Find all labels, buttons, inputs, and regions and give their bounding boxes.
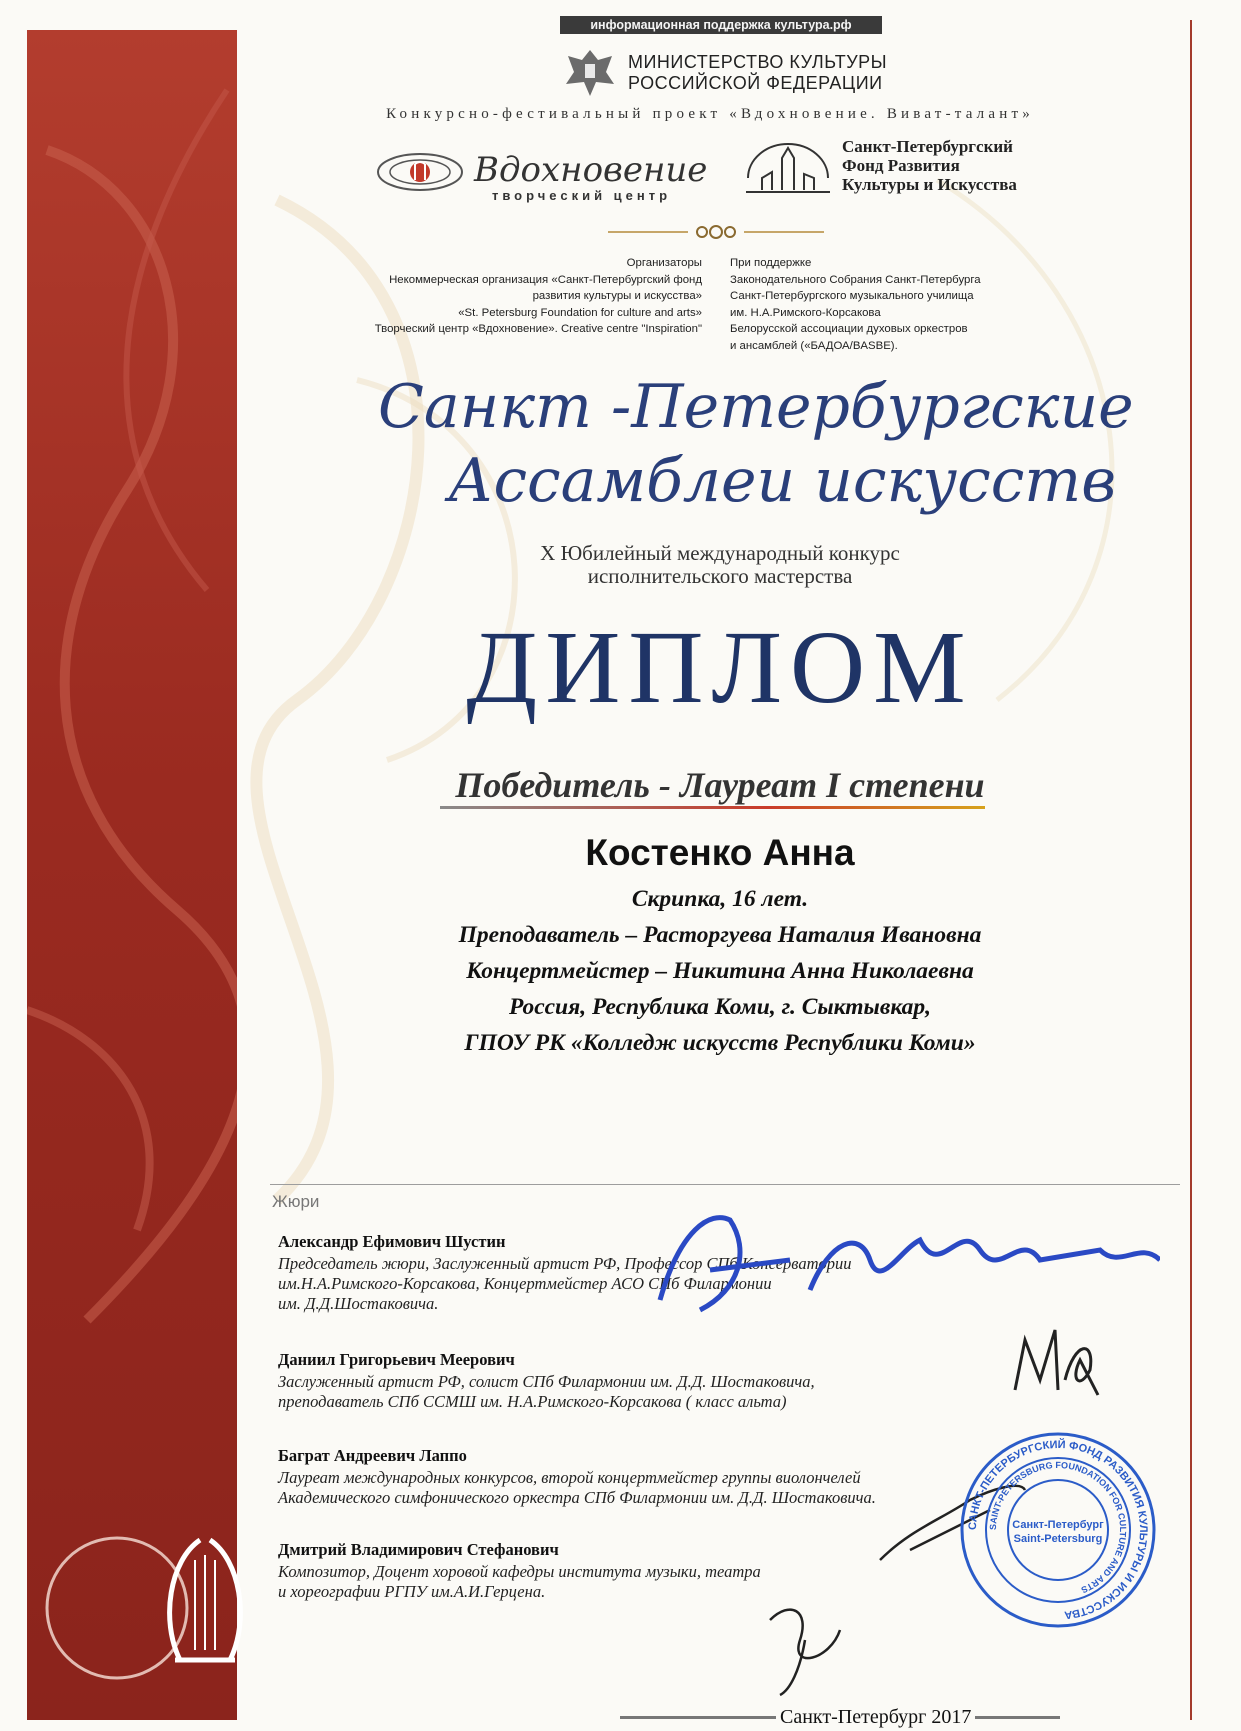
jury-member-name: Дмитрий Владимирович Стефанович <box>278 1540 559 1559</box>
jury-label: Жюри <box>272 1192 320 1211</box>
organizers-line: развития культуры и искусства» <box>532 290 702 302</box>
support-block <box>730 255 1070 354</box>
jury-member-line: им.Н.А.Римского-Корсакова, Концертмейстер АСО СПб Филармонии <box>278 1274 772 1293</box>
jury-member-line: Заслуженный артист РФ, солист СПб Филармонии им. Д.Д. Шостаковича, <box>278 1372 815 1391</box>
recipient-location: Россия, Республика Коми, г. Сыктывкар, <box>508 994 932 1020</box>
sidebar-ornament <box>27 30 237 1720</box>
organizers-line: Некоммерческая организация «Санкт-Петербургский фонд <box>389 273 702 286</box>
support-line: Законодательного Собрания Санкт-Петербурга <box>730 273 981 286</box>
fund-line-3: Культуры и Искусства <box>842 175 1017 194</box>
award-title: Победитель - Лауреат I степени <box>455 765 985 805</box>
vdohnovenie-title: Вдохновение <box>474 150 708 190</box>
organizers-line: «St. Petersburg Foundation for culture and arts» <box>458 306 702 319</box>
jury-member-line: им. Д.Д.Шостаковича. <box>278 1294 439 1313</box>
jury-member-description <box>278 1372 1058 1412</box>
organizers-block <box>270 255 702 338</box>
jury-member-line: и хореографии РГПУ им.А.И.Герцена. <box>278 1582 546 1601</box>
signature-meerovich <box>1010 1320 1100 1400</box>
support-line: им. Н.А.Римского-Корсакова <box>730 306 881 319</box>
fund-logo-icon <box>742 138 834 208</box>
jury-divider <box>270 1184 1180 1185</box>
vdohnovenie-subtitle: творческий центр <box>492 188 672 203</box>
signature-stefanovich <box>750 1590 860 1700</box>
ministry-name <box>628 52 887 94</box>
recipient-instrument: Скрипка, 16 лет. <box>631 886 809 912</box>
script-title-line-1: Санкт -Петербургские <box>378 372 1134 442</box>
official-stamp <box>958 1430 1158 1630</box>
decorative-sidebar <box>27 30 237 1720</box>
project-line: Конкурсно-фестивальный проект «Вдохновение. Виват-талант» <box>386 106 1034 122</box>
jury-member-line: преподаватель СПб ССМШ им. Н.А.Римского-Корсакова ( класс альта) <box>278 1392 787 1411</box>
stamp-center-line-2: Saint-Petersburg <box>1013 1533 1103 1545</box>
jury-member-name: Даниил Григорьевич Меерович <box>278 1350 515 1369</box>
ornament-divider-icon <box>608 220 824 244</box>
competition-title <box>250 542 1190 588</box>
signature-shustin <box>640 1190 1160 1330</box>
competition-line-2: исполнительского мастерства <box>587 564 853 588</box>
support-heading: При поддержке <box>730 257 812 269</box>
recipient-teacher: Преподаватель – Расторгуева Наталия Ивановна <box>458 922 982 948</box>
script-title-line-2: Ассамблеи искусств <box>448 446 1117 516</box>
recipient-institution: ГПОУ РК «Колледж искусств Республики Коми» <box>464 1030 976 1056</box>
organizers-line: Творческий центр «Вдохновение». Creative centre "Inspiration" <box>374 323 702 335</box>
stamp-outer-text: САНКТ-ПЕТЕРБУРГСКИЙ ФОНД РАЗВИТИЯ КУЛЬТУРЫ И ИСКУССТВА <box>966 1438 1150 1621</box>
jury-member-line: Академического симфонического оркестра СПб Филармонии им. Д.Д. Шостаковича. <box>278 1488 876 1507</box>
coat-of-arms-icon <box>560 44 620 100</box>
support-line: Санкт-Петербургского музыкального училища <box>730 290 974 302</box>
support-line: и ансамблей («БАДОА/BASBE). <box>730 339 898 352</box>
fund-line-1: Санкт-Петербургский <box>842 137 1013 156</box>
organizers-heading: Организаторы <box>626 257 702 269</box>
fund-name <box>842 137 1017 194</box>
jury-member-line: Председатель жюри, Заслуженный артист РФ, Профессор СПб Консерватории <box>278 1254 852 1273</box>
recipient-accompanist: Концертмейстер – Никитина Анна Николаевна <box>466 958 974 984</box>
stamp-inner-text: SAINT-PETERSBURG FOUNDATION FOR CULTURE AND ARTS <box>987 1459 1129 1596</box>
jury-member-name: Баграт Андреевич Лаппо <box>278 1446 467 1465</box>
competition-line-1: X Юбилейный международный конкурс <box>540 541 900 565</box>
stamp-center-line-1: Санкт-Петербург <box>1012 1519 1104 1531</box>
jury-member-name: Александр Ефимович Шустин <box>278 1232 506 1251</box>
ministry-line-1: МИНИСТЕРСТВО КУЛЬТУРЫ <box>628 52 888 72</box>
jury-member-line: Лауреат международных конкурсов, второй концертмейстер группы виолончелей <box>278 1468 861 1487</box>
diploma-heading: ДИПЛОМ <box>466 610 974 725</box>
footer-city-year: Санкт-Петербург 2017 <box>776 1706 975 1729</box>
jury-member-line: Композитор, Доцент хоровой кафедры института музыки, театра <box>278 1562 761 1581</box>
support-banner: информационная поддержка культура.рф <box>560 16 882 34</box>
support-line: Белорусской ассоциации духовых оркестров <box>730 323 968 335</box>
award-underline <box>440 806 985 809</box>
fund-line-2: Фонд Развития <box>842 156 960 175</box>
vdohnovenie-logo-icon <box>375 150 465 194</box>
recipient-name: Костенко Анна <box>585 832 855 873</box>
ministry-line-2: РОССИЙСКОЙ ФЕДЕРАЦИИ <box>628 73 883 93</box>
